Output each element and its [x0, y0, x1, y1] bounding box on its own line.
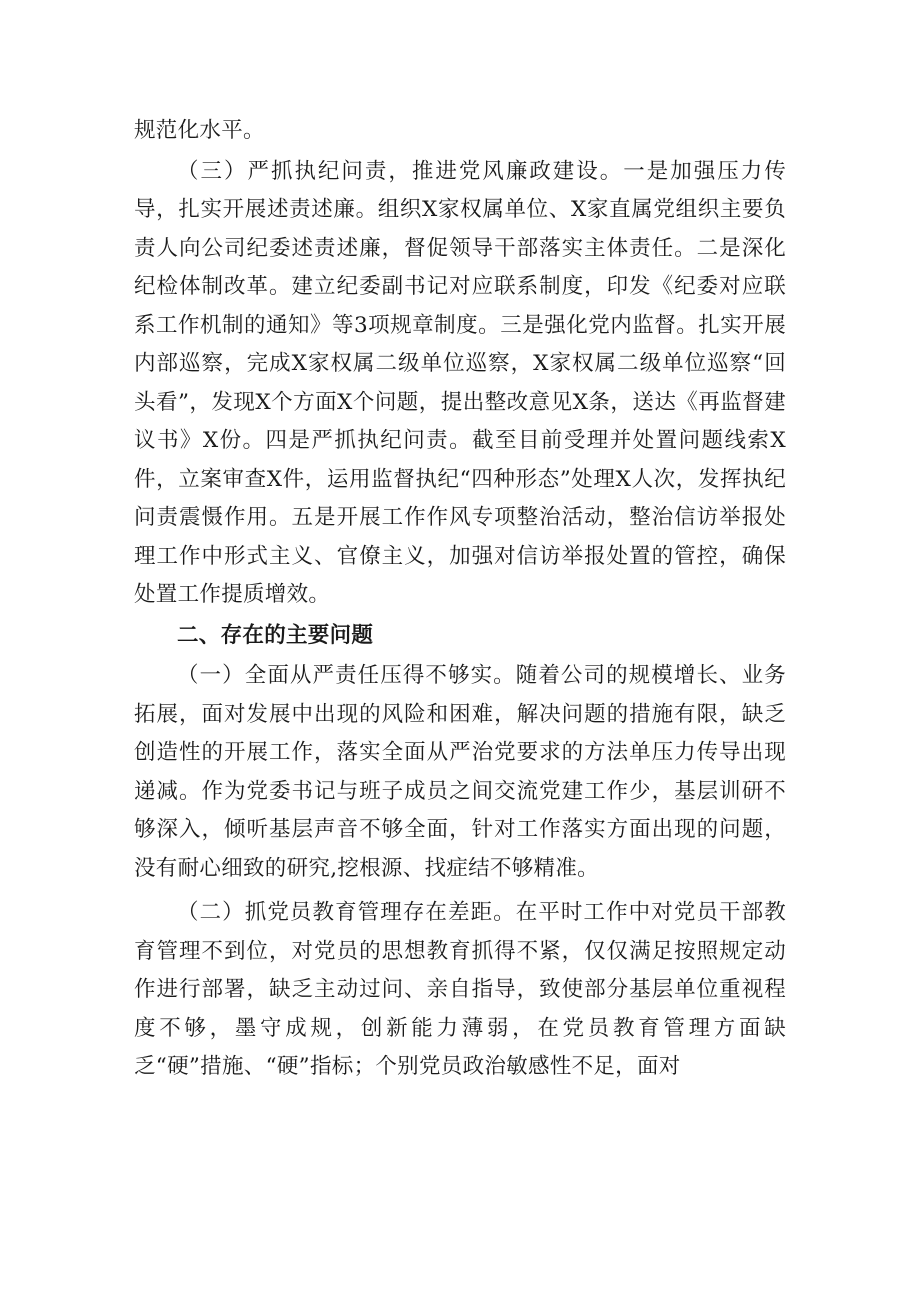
paragraph-problem-1: （一）全面从严责任压得不够实。随着公司的规模增长、业务拓展，面对发展中出现的风险和困难，解决问题的措施有限，缺乏创造性的开展工作，落实全面从严治党要求的方法单压力传导出现递减。作为党委书记与班子成员之间交流党建工作少，基层训研不够深入，倾听基层声音不够全面，针对工作落实方面出现的问题，没有耐心细致的研究,挖根源、找症结不够精准。	[134, 663, 786, 881]
section-heading-main-problems: 二、存在的主要问题	[177, 622, 374, 648]
document-body	[134, 112, 786, 1087]
paragraph-problem-2: （二）抓党员教育管理存在差距。在平时工作中对党员干部教育管理不到位，对党员的思想教育抓得不紧，仅仅满足按照规定动作进行部署，缺乏主动过问、亲自指导，致使部分基层单位重视程度不够，墨守成规，创新能力薄弱，在党员教育管理方面缺乏“硬”措施、“硬”指标；个别党员政治敏感性不足，面对	[134, 900, 786, 1079]
paragraph-section-3-discipline: （三）严抓执纪问责，推进党风廉政建设。一是加强压力传导，扎实开展述责述廉。组织X家权属单位、X家直属党组织主要负责人向公司纪委述责述廉，督促领导干部落实主体责任。二是深化纪检体制改革。建立纪委副书记对应联系制度，印发《纪委对应联系工作机制的通知》等3项规章制度。三是强化党内监督。扎实开展内部巡察，完成X家权属二级单位巡察，X家权属二级单位巡察“回头看”，发现X个方面X个问题，提出整改意见X条，送达《再监督建议书》X份。四是严抓执纪问责。截至目前受理并处置问题线索X件，立案审查X件，运用监督执纪“四种形态”处理X人次，发挥执纪问责震慑作用。五是开展工作作风专项整治活动，整治信访举报处理工作中形式主义、官僚主义，加强对信访举报处置的管控，确保处置工作提质增效。	[134, 158, 786, 607]
paragraph-continuation: 规范化水平。	[134, 118, 265, 143]
